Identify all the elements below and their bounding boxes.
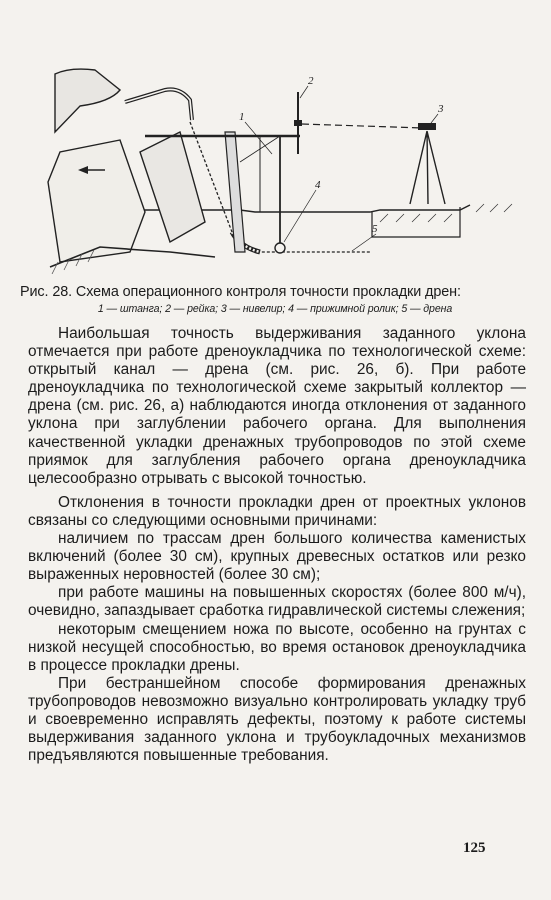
paragraph: Наибольшая точность выдерживания заданного уклона отмечается при работе дреноукладчика по технологической схеме: открытый канал — дрена (см. рис. 26, б). При работе дреноукладчика по технологической схеме закрытый коллектор — дрена (см. рис. 26, а) наблюдаются иногда отклонения от заданного уклона при заглублении рабочего органа. Для выполнения качественной укладки дренажных трубопроводов по этой схеме приямок для заглубления рабочего органа дреноукладчика целесообразно отрывать с высокой точностью.: [28, 325, 526, 487]
body-text: [28, 325, 526, 765]
caption-title: Рис. 28. Схема операционного контроля точности прокладки дрен:: [20, 284, 461, 300]
figure-label-4: 4: [315, 179, 321, 191]
figure-label-1: 1: [239, 111, 245, 123]
paragraph: при работе машины на повышенных скоростях (более 800 м/ч), очевидно, запаздывает сработка гидравлической системы слежения;: [28, 584, 526, 620]
machine-body: [55, 69, 120, 132]
figure-drain-control-scheme: [40, 62, 520, 274]
level-instrument: [418, 123, 436, 130]
pressure-roller: [275, 243, 285, 253]
scheme-drawing: [40, 62, 520, 274]
caption-legend: 1 — штанга; 2 — рейка; 3 — нивелир; 4 — прижимной ролик; 5 — дрена: [97, 303, 453, 315]
paragraph: Отклонения в точности прокладки дрен от проектных уклонов связаны со следующими основными причинами:: [28, 493, 526, 529]
figure-label-3: 3: [438, 103, 444, 115]
figure-caption: [20, 284, 530, 316]
paragraph: При бестраншейном способе формирования дренажных трубопроводов невозможно визуально контролировать укладку труб и своевременно исправлять дефекты, поэтому к работе системы выдерживания заданного уклона и трубоукладочных механизмов предъявляются повышенные требования.: [28, 674, 526, 765]
page-number: 125: [463, 840, 486, 856]
figure-label-2: 2: [308, 75, 314, 87]
paragraph: наличием по трассам дрен большого количества каменистых включений (более 30 см), крупных древесных остатков или резко выраженных неровностей (более 30 см);: [28, 530, 526, 584]
figure-label-5: 5: [372, 223, 378, 235]
paragraph: некоторым смещением ножа по высоте, особенно на грунтах с низкой несущей способностью, во время остановок дреноукладчика в процессе прокладки дрены.: [28, 620, 526, 674]
